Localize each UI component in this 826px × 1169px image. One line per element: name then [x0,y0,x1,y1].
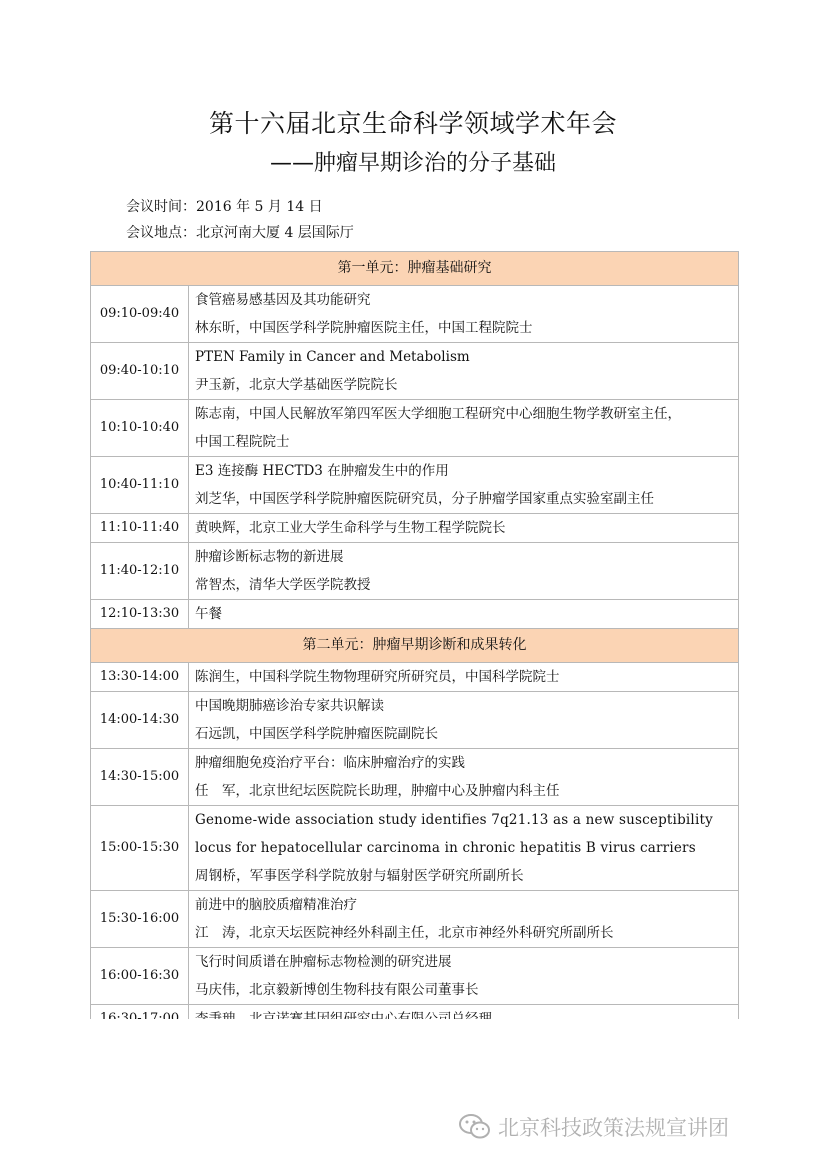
session-content [189,806,739,891]
session-line: 肿瘤诊断标志物的新进展 [195,549,344,565]
session-content [189,514,739,543]
section-title: 第二单元：肿瘤早期诊断和成果转化 [91,629,739,663]
session-line: 常智杰，清华大学医学院教授 [195,577,371,593]
session-time: 13:30-14:00 [91,663,189,692]
session-line: Genome-wide association study identifies 7q21.13 as a new susceptibility [195,812,713,828]
session-time: 09:10-09:40 [91,286,189,343]
schedule-row [91,948,739,1005]
session-line: PTEN Family in Cancer and Metabolism [195,349,470,365]
session-time: 16:00-16:30 [91,948,189,1005]
session-time: 12:10-13:30 [91,600,189,629]
session-line: 中国工程院院士 [195,434,290,450]
schedule-row [91,663,739,692]
session-time: 10:10-10:40 [91,400,189,457]
meeting-place: 会议地点：北京河南大厦 4 层国际厅 [126,225,354,241]
session-content [189,343,739,400]
session-content [189,692,739,749]
section-title: 第一单元：肿瘤基础研究 [91,252,739,286]
session-line: 刘芝华，中国医学科学院肿瘤医院研究员，分子肿瘤学国家重点实验室副主任 [195,491,654,507]
session-line: 马庆伟，北京毅新博创生物科技有限公司董事长 [195,982,479,998]
schedule-row [91,806,739,891]
schedule-row [91,457,739,514]
section-header [91,629,739,663]
session-time: 15:30-16:00 [91,891,189,948]
schedule-row [91,400,739,457]
session-line: 周钢桥，军事医学科学院放射与辐射医学研究所副所长 [195,868,524,884]
schedule-row [91,749,739,806]
session-line: 肿瘤细胞免疫治疗平台：临床肿瘤治疗的实践 [195,755,465,771]
session-content [189,543,739,600]
schedule-table [90,251,739,1034]
schedule-row [91,543,739,600]
session-line: 尹玉新，北京大学基础医学院院长 [195,377,398,393]
schedule-row [91,514,739,543]
session-content [189,457,739,514]
session-line: 黄映辉，北京工业大学生命科学与生物工程学院院长 [195,520,506,536]
session-time: 14:00-14:30 [91,692,189,749]
session-line: 任 军，北京世纪坛医院院长助理，肿瘤中心及肿瘤内科主任 [195,783,560,799]
session-line: 飞行时间质谱在肿瘤标志物检测的研究进展 [195,954,452,970]
schedule-row [91,286,739,343]
meeting-time: 会议时间：2016 年 5 月 14 日 [126,199,323,215]
session-line: 食管癌易感基因及其功能研究 [195,292,371,308]
page-title: 第十六届北京生命科学领域学术年会 [208,109,617,138]
session-time: 14:30-15:00 [91,749,189,806]
watermark-text: 北京科技政策法规宣讲团 [498,1116,729,1140]
schedule-row [91,343,739,400]
page-bottom-area [89,1019,741,1169]
session-content [189,891,739,948]
session-content [189,663,739,692]
page-subtitle: ——肿瘤早期诊治的分子基础 [269,151,556,176]
session-line: 陈志南，中国人民解放军第四军医大学细胞工程研究中心细胞生物学教研室主任， [195,406,681,422]
schedule-row [91,891,739,948]
session-time: 09:40-10:10 [91,343,189,400]
session-content [189,948,739,1005]
session-line: 午餐 [195,606,222,622]
session-time: 15:00-15:30 [91,806,189,891]
wechat-icon [458,1113,492,1141]
session-line: 中国晚期肺癌诊治专家共识解读 [195,698,384,714]
session-time: 11:40-12:10 [91,543,189,600]
watermark [458,1112,729,1142]
session-content [189,286,739,343]
session-line: E3 连接酶 HECTD3 在肿瘤发生中的作用 [195,463,449,479]
session-line: 江 涛，北京天坛医院神经外科副主任，北京市神经外科研究所副所长 [195,925,614,941]
session-content [189,400,739,457]
session-line: 林东昕，中国医学科学院肿瘤医院主任，中国工程院院士 [195,320,533,336]
session-time: 10:40-11:10 [91,457,189,514]
session-line: locus for hepatocellular carcinoma in chronic hepatitis B virus carriers [195,840,696,856]
session-line: 陈润生，中国科学院生物物理研究所研究员，中国科学院院士 [195,669,560,685]
session-time: 11:10-11:40 [91,514,189,543]
schedule-row [91,692,739,749]
section-header [91,252,739,286]
schedule-row [91,600,739,629]
session-line: 前进中的脑胶质瘤精准治疗 [195,897,357,913]
session-line: 石远凯，中国医学科学院肿瘤医院副院长 [195,726,438,742]
session-content [189,600,739,629]
session-content [189,749,739,806]
